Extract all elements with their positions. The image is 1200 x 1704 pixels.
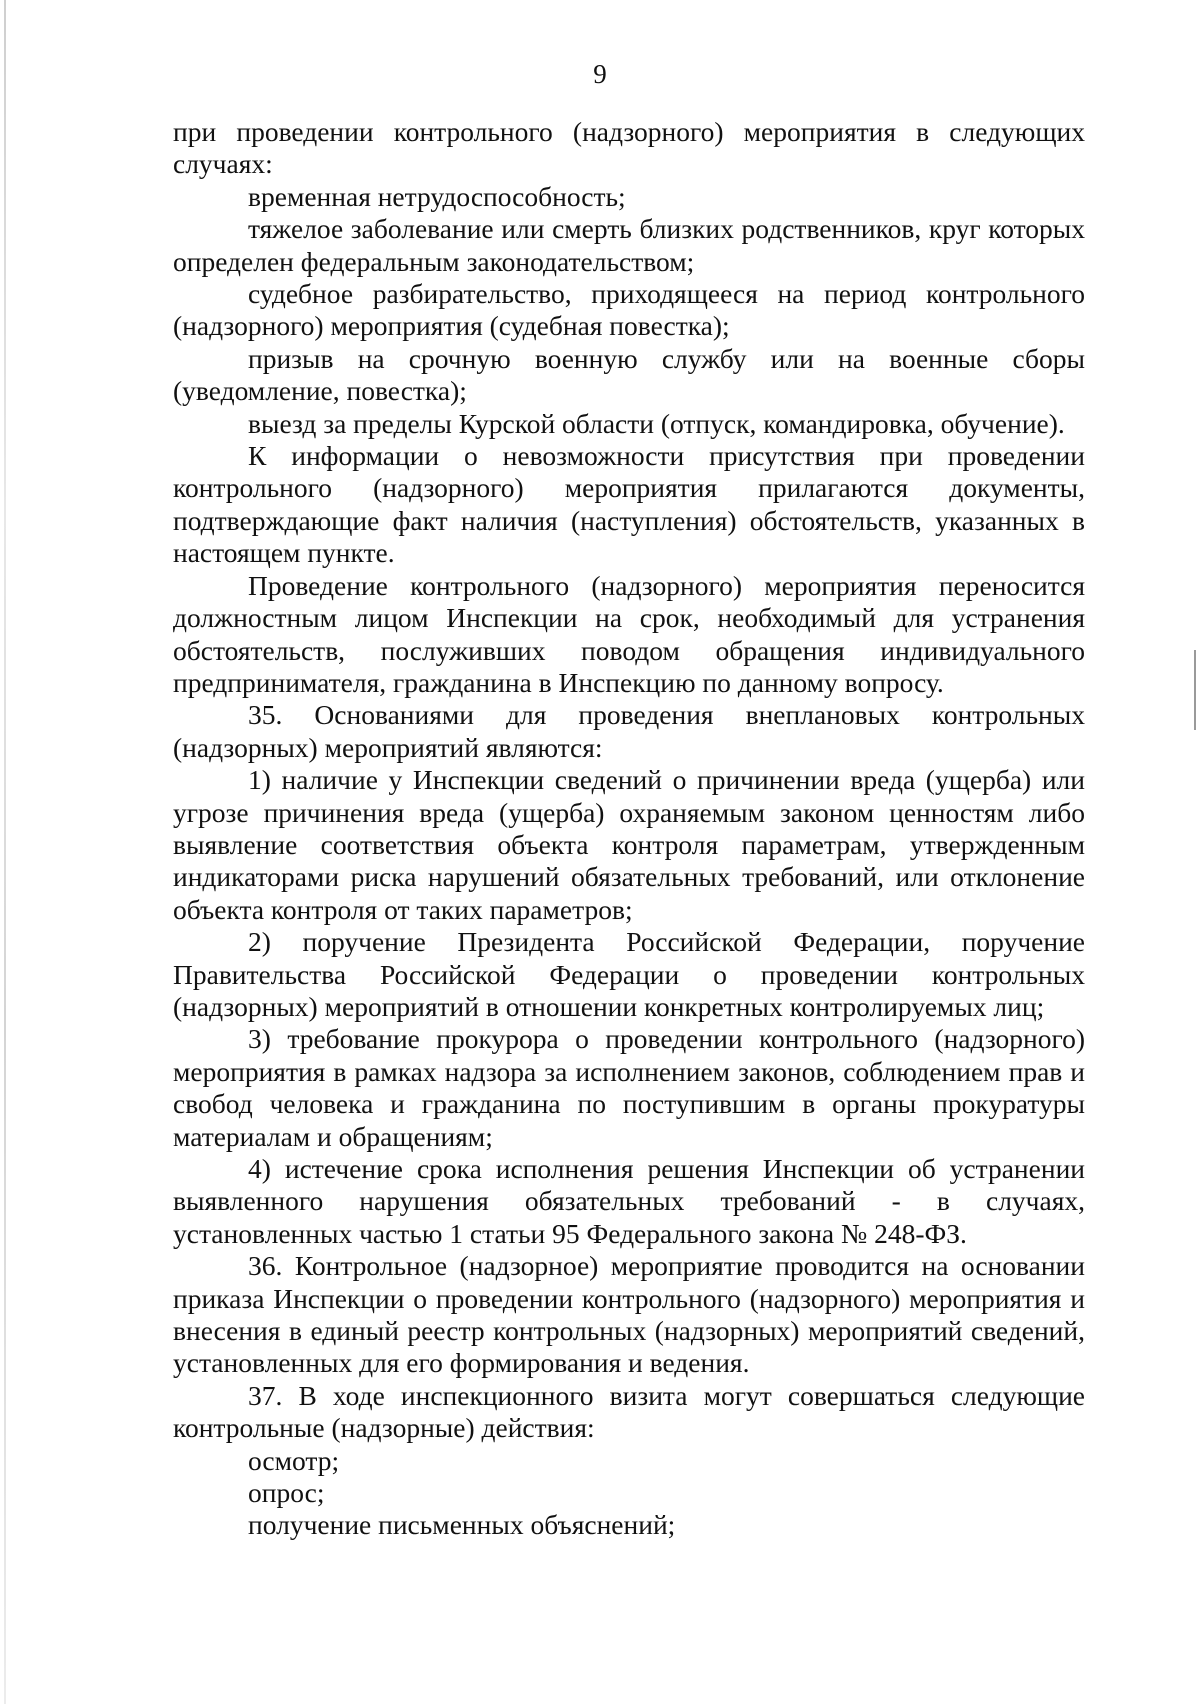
paragraph-documents-attached: К информации о невозможности присутствия при проведении контрольного (надзорного) мероприятия прилагаются документы, подтверждающие факт наличия (наступления) обстоятельств, указанных в настоящем пункте.: [173, 440, 1085, 569]
clause-35-item-2: 2) поручение Президента Российской Федерации, поручение Правительства Российской Федерации о проведении контрольных (надзорных) мероприятий в отношении конкретных контролируемых лиц;: [173, 926, 1085, 1022]
list-item-temporary-disability: временная нетрудоспособность;: [248, 180, 626, 212]
document-body: [173, 116, 1085, 1542]
clause-35-item-4: 4) истечение срока исполнения решения Инспекции об устранении выявленного нарушения обязательных требований - в случаях, установленных частью 1 статьи 95 Федерального закона № 248-ФЗ.: [173, 1153, 1085, 1249]
clause-36: 36. Контрольное (надзорное) мероприятие проводится на основании приказа Инспекции о проведении контрольного (надзорного) мероприятия и внесения в единый реестр контрольных (надзорных) мероприятий сведений, установленных для его формирования и ведения.: [173, 1250, 1085, 1379]
action-survey: опрос;: [248, 1477, 325, 1509]
page-number: 9: [593, 59, 607, 89]
list-item-military-call: призыв на срочную военную службу или на военные сборы (уведомление, повестка);: [173, 342, 1085, 407]
scan-edge-right: [1194, 650, 1196, 730]
clause-35-item-1: 1) наличие у Инспекции сведений о причинении вреда (ущерба) или угрозе причинения вреда (ущерба) охраняемым законом ценностям либо выявление соответствия объекта контроля параметрам, утвержденным индикаторами риска нарушений обязательных требований, или отклонение объекта контроля от таких параметров;: [173, 764, 1085, 925]
list-item-departure: выезд за пределы Курской области (отпуск, командировка, обучение).: [248, 407, 1065, 439]
paragraph-continuation: при проведении контрольного (надзорного) мероприятия в следующих случаях:: [173, 116, 1085, 180]
clause-35-item-3: 3) требование прокурора о проведении контрольного (надзорного) мероприятия в рамках надзора за исполнением законов, соблюдением прав и свобод человека и гражданина по поступившим в органы прокуратуры материалам и обращениям;: [173, 1023, 1085, 1152]
scan-edge-left: [4, 0, 6, 1704]
list-item-illness-or-death: тяжелое заболевание или смерть близких родственников, круг которых определен федеральным законодательством;: [173, 213, 1085, 277]
action-written-explanations: получение письменных объяснений;: [248, 1509, 676, 1541]
paragraph-postponement: Проведение контрольного (надзорного) мероприятия переносится должностным лицом Инспекции на срок, необходимый для устранения обстоятельств, послуживших поводом обращения индивидуального предпринимателя, гражданина в Инспекцию по данному вопросу.: [173, 569, 1085, 698]
action-inspection: осмотр;: [248, 1444, 340, 1476]
clause-37: 37. В ходе инспекционного визита могут совершаться следующие контрольные (надзорные) действия:: [173, 1379, 1085, 1444]
clause-35: 35. Основаниями для проведения внеплановых контрольных (надзорных) мероприятий являются:: [173, 699, 1085, 763]
list-item-court-proceedings: судебное разбирательство, приходящееся на период контрольного (надзорного) мероприятия (судебная повестка);: [173, 278, 1085, 342]
